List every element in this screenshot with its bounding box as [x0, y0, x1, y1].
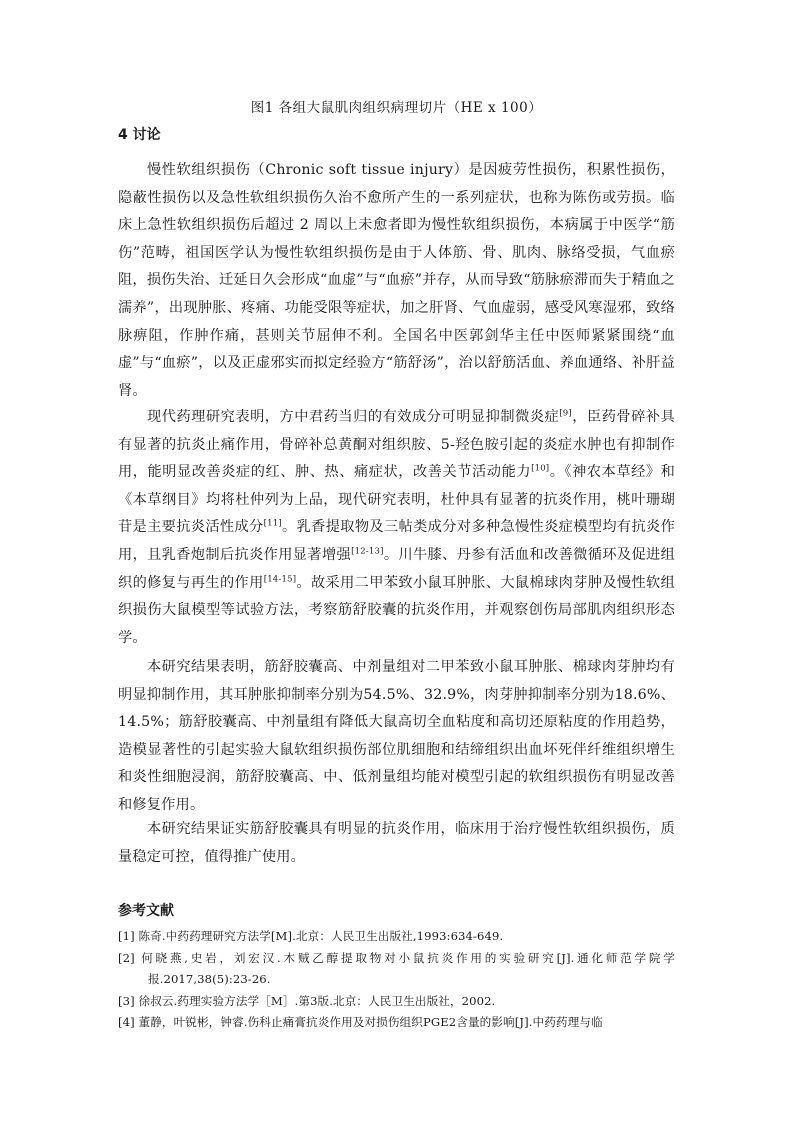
paragraph-text: ，臣药骨碎补具有显著的抗炎止痛作用，骨碎补总黄酮对组织胺、5-羟色胺引起的炎症水肿也有抑制作用，能明显改善炎症的红、肿、热、痛症状，改善关节活动能力	[118, 409, 675, 481]
paragraph-text: 。故采用二甲苯致小鼠耳肿胀、大鼠棉球肉芽肿及慢性软组织损伤大鼠模型等试验方法，考察筋舒胶囊的抗炎作用，并观察创伤局部肌肉组织形态学。	[118, 574, 675, 646]
discussion-paragraph-3	[118, 654, 675, 820]
paragraph-text: 。《神农本草经》和《本草纲目》均将杜仲列为上品，现代研究表明，杜仲具有显著的抗炎作用，桃叶珊瑚苷是主要抗炎活性成分	[118, 464, 676, 536]
citation-marker: [14-15]	[263, 573, 297, 584]
reference-item: [2] 何晓燕,史岩，刘宏汉.木贼乙醇提取物对小鼠抗炎作用的实验研究[J].通化师范学院学报.2017,38(5):23-26.	[118, 950, 675, 986]
section-heading: 4 讨论	[118, 127, 161, 143]
discussion-paragraph-4	[118, 816, 675, 871]
citation-marker: [12-13]	[351, 546, 384, 557]
discussion-paragraph-2	[118, 404, 675, 652]
reference-list	[118, 926, 675, 1034]
references-heading: 参考文献	[118, 903, 174, 919]
reference-item: [4] 董静，叶锐彬，钟睿.伤科止痛膏抗炎作用及对损伤组织PGE2含量的影响[J].中药药理与临	[118, 1015, 603, 1029]
citation-marker: [10]	[531, 463, 550, 474]
figure-caption: 图1 各组大鼠肌肉组织病理切片（HE x 100）	[250, 100, 543, 116]
paragraph-text: 。乳香提取物及三帖类成分对多种急慢性炎症模型均有抗炎作用，且乳香炮制后抗炎作用显著增强	[118, 519, 675, 563]
paragraph-text: 本研究结果证实筋舒胶囊具有明显的抗炎作用，临床用于治疗慢性软组织损伤，质量稳定可控，值得推广使用。	[118, 821, 675, 865]
paragraph-text: 现代药理研究表明，方中君药当归的有效成分可明显抑制微炎症	[147, 409, 560, 425]
discussion-paragraph-1	[118, 157, 675, 405]
paragraph-text: 。川牛膝、丹参有活血和改善微循环及促进组织的修复与再生的作用	[118, 546, 675, 591]
reference-item: [3] 徐叔云.药理实验方法学［M］.第3版.北京：人民卫生出版社，2002.	[118, 993, 496, 1008]
paragraph-text: 本研究结果表明，筋舒胶囊高、中剂量组对二甲苯致小鼠耳肿胀、棉球肉芽肿均有明显抑制作用，其耳肿胀抑制率分别为54.5%、32.9%，肉芽肿抑制率分别为18.6%、14.5%；筋舒胶囊高、中剂量组有降低大鼠高切全血粘度和高切还原粘度的作用趋势，造模显著性的引起实验大鼠软组织损伤部位肌细胞和结缔组织出血坏死伴纤维组织增生和炎性细胞浸润，筋舒胶囊高、中、低剂量组均能对模型引起的软组织损伤有明显改善和修复作用。	[118, 659, 675, 813]
paragraph-text: 慢性软组织损伤（Chronic soft tissue injury）是因疲劳性损伤，积累性损伤，隐蔽性损伤以及急性软组织损伤久治不愈所产生的一系列症状，也称为陈伤或劳损。临床上急性软组织损伤后超过 2 周以上未愈者即为慢性软组织损伤，本病属于中医学“筋伤”范畴，祖国医学认为慢性软组织损伤是由于人体筋、骨、肌肉、脉络受损，气血瘀阻，损伤失治、迁延日久会形成“血虚”与“血瘀”并存，从而导致“筋脉瘀滞而失于精血之濡养”，出现肿胀、疼痛、功能受限等症状，加之肝肾、气血虚弱，感受风寒湿邪，致络脉痹阻，作肿作痛，甚则关节屈伸不利。全国名中医郭剑华主任中医师紧紧围绕“血虚”与“血瘀”，以及正虚邪实而拟定经验方“筋舒汤”，治以舒筋活血、养血通络、补肝益肾。	[118, 162, 675, 399]
citation-marker: [11]	[263, 518, 282, 529]
citation-marker: [9]	[559, 408, 572, 419]
reference-item: [1] 陈奇.中药药理研究方法学[M].北京：人民卫生出版社,1993:634-649.	[118, 929, 504, 943]
